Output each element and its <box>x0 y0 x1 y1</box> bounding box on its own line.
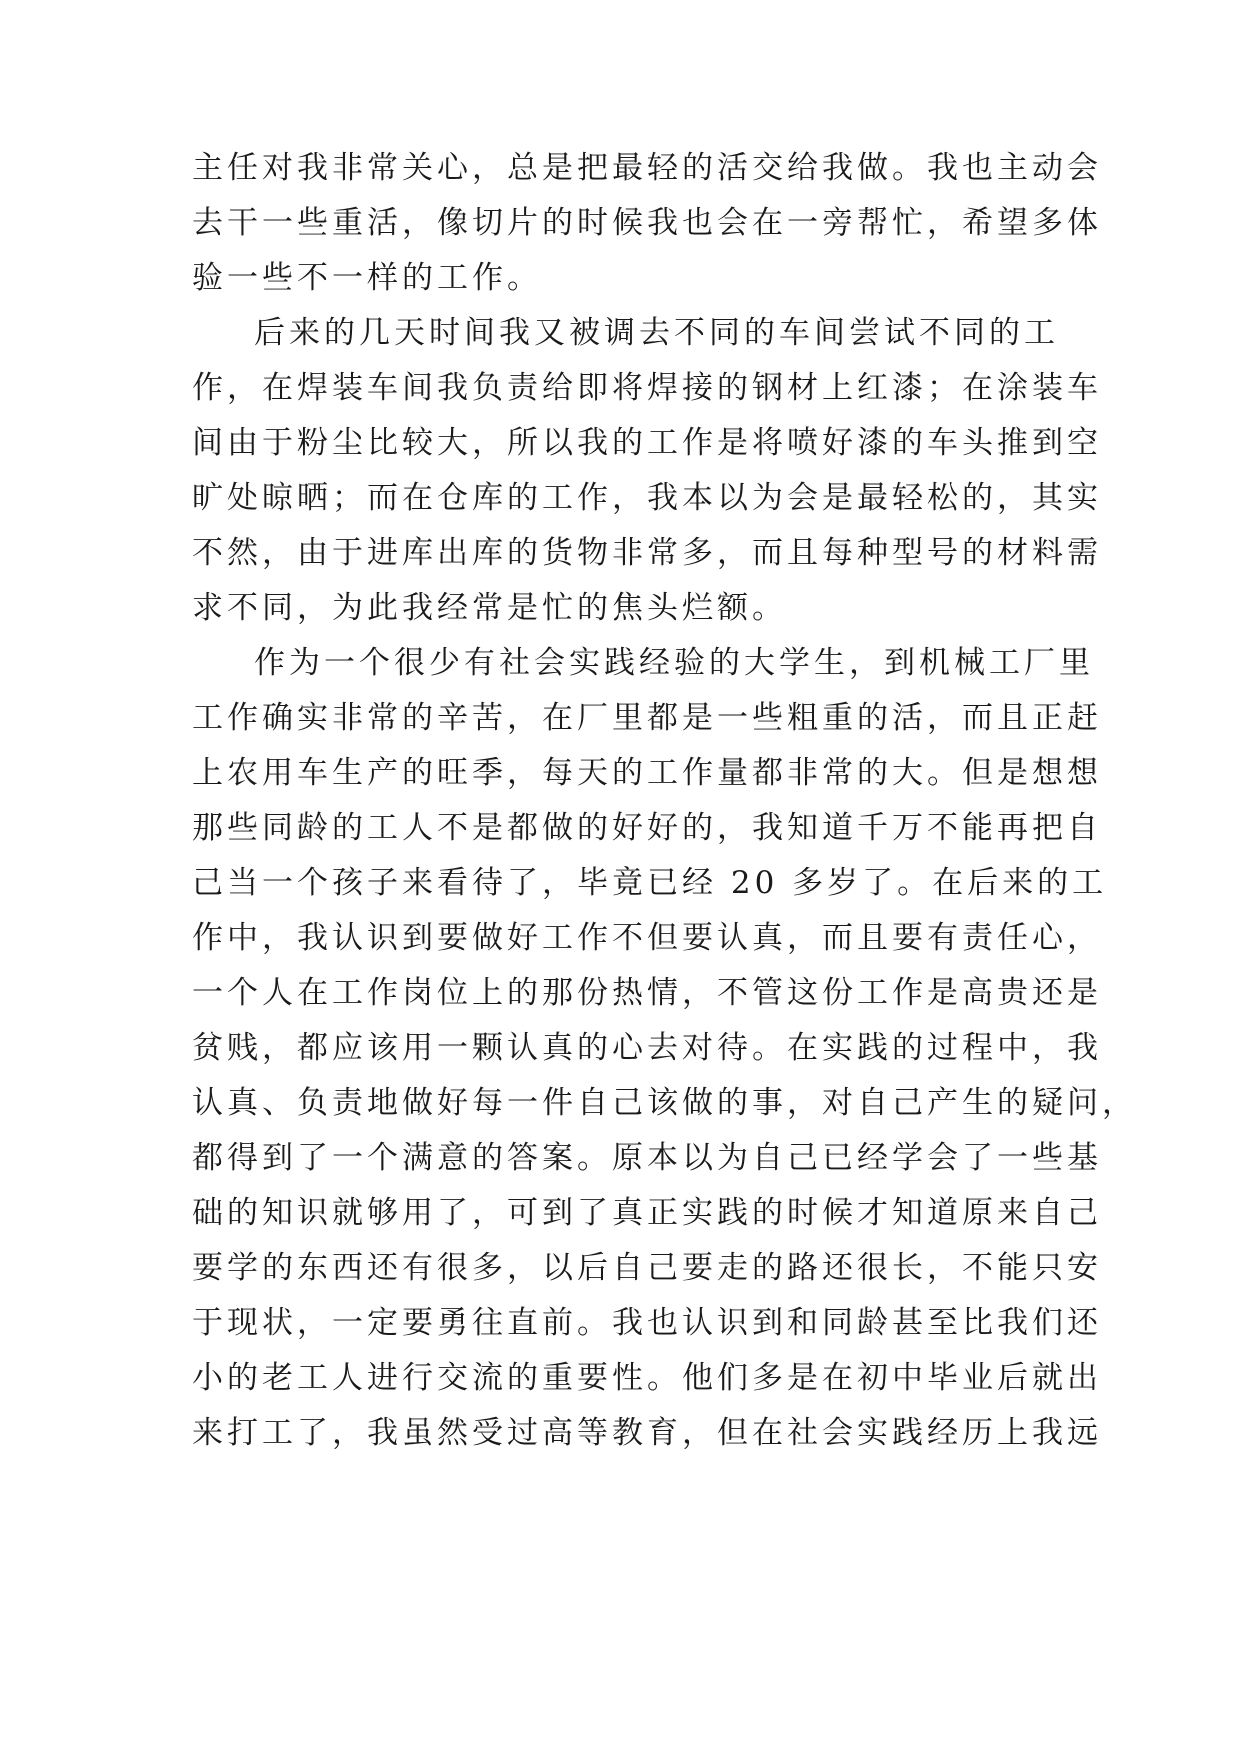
paragraph-first-line: 后来的几天时间我又被调去不同的车间尝试不同的工 <box>254 315 1059 351</box>
text-line: 要学的东西还有很多，以后自己要走的路还很长，不能只安 <box>192 1250 1102 1286</box>
text-line: 作中，我认识到要做好工作不但要认真，而且要有责任心， <box>192 920 1102 956</box>
text-line: 主任对我非常关心，总是把最轻的活交给我做。我也主动会 <box>192 150 1102 186</box>
text-line: 那些同龄的工人不是都做的好好的，我知道千万不能再把自 <box>192 810 1102 846</box>
text-line: 于现状，一定要勇往直前。我也认识到和同龄甚至比我们还 <box>192 1305 1102 1341</box>
text-line: 认真、负责地做好每一件自己该做的事，对自己产生的疑问， <box>192 1085 1137 1121</box>
text-line: 贫贱，都应该用一颗认真的心去对待。在实践的过程中，我 <box>192 1030 1102 1066</box>
text-line: 一个人在工作岗位上的那份热情，不管这份工作是高贵还是 <box>192 975 1102 1011</box>
paragraph-first-line: 作为一个很少有社会实践经验的大学生，到机械工厂里 <box>254 645 1094 681</box>
text-line: 验一些不一样的工作。 <box>192 260 542 296</box>
text-line: 小的老工人进行交流的重要性。他们多是在初中毕业后就出 <box>192 1360 1102 1396</box>
text-line: 作，在焊装车间我负责给即将焊接的钢材上红漆；在涂装车 <box>192 370 1102 406</box>
text-line: 上农用车生产的旺季，每天的工作量都非常的大。但是想想 <box>192 755 1102 791</box>
text-line: 不然，由于进库出库的货物非常多，而且每种型号的材料需 <box>192 535 1102 571</box>
text-line: 去干一些重活，像切片的时候我也会在一旁帮忙，希望多体 <box>192 205 1102 241</box>
text-line: 己当一个孩子来看待了，毕竟已经 20 多岁了。在后来的工 <box>192 865 1108 901</box>
text-line: 础的知识就够用了，可到了真正实践的时候才知道原来自己 <box>192 1195 1102 1231</box>
text-line: 都得到了一个满意的答案。原本以为自己已经学会了一些基 <box>192 1140 1102 1176</box>
text-line: 来打工了，我虽然受过高等教育，但在社会实践经历上我远 <box>192 1415 1102 1451</box>
text-line: 间由于粉尘比较大，所以我的工作是将喷好漆的车头推到空 <box>192 425 1102 461</box>
text-line: 工作确实非常的辛苦，在厂里都是一些粗重的活，而且正赶 <box>192 700 1102 736</box>
text-line: 旷处晾晒；而在仓库的工作，我本以为会是最轻松的，其实 <box>192 480 1102 516</box>
text-line: 求不同，为此我经常是忙的焦头烂额。 <box>192 590 787 626</box>
